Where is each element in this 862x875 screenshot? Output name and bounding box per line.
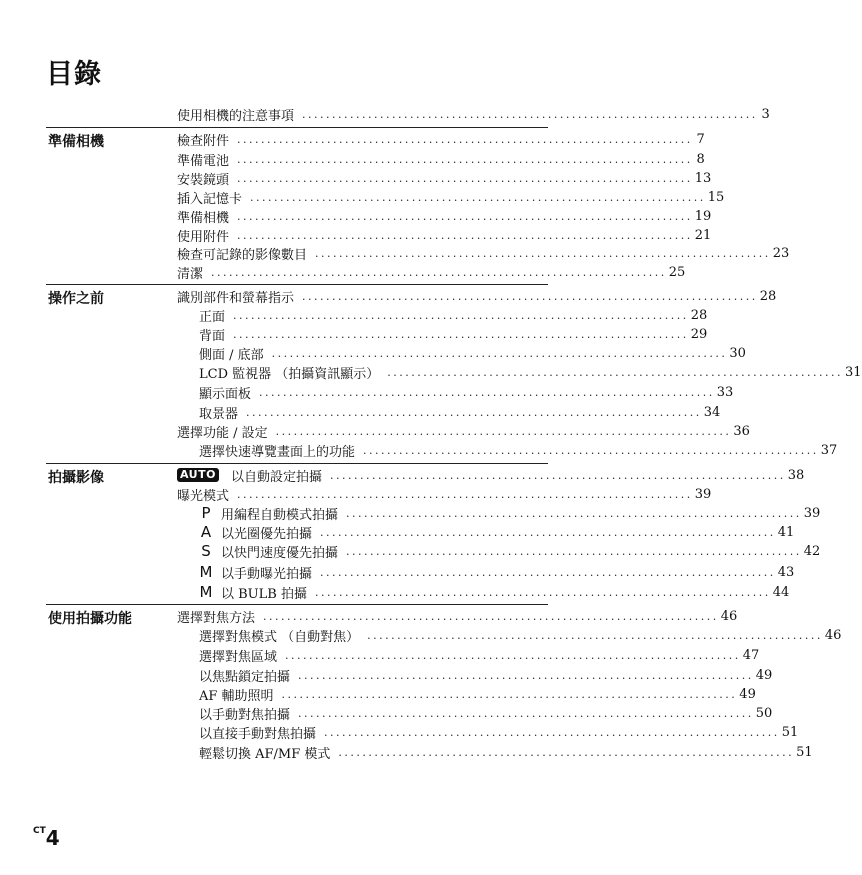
- toc-entry[interactable]: [177, 286, 777, 306]
- toc-entry[interactable]: [177, 225, 712, 245]
- toc-entry-label: [177, 466, 322, 485]
- toc-subentry[interactable]: [199, 541, 821, 561]
- toc-leader-dots: ............................................................................: [237, 228, 693, 242]
- toc-entry-label: 曝光模式: [177, 488, 230, 504]
- toc-leader-dots: ............................................................................: [367, 628, 823, 642]
- toc-page-number: 39: [694, 486, 712, 502]
- shutter-mode-icon: S: [201, 542, 211, 560]
- toc-page-number: 47: [742, 647, 760, 663]
- toc-page-number: 3: [761, 106, 770, 122]
- toc-subentry[interactable]: [199, 522, 795, 542]
- toc-leader-dots: ............................................................................: [237, 487, 693, 501]
- toc-entry-text: 以快門速度優先拍攝: [221, 545, 339, 561]
- toc-entry-label: AF 輔助照明: [199, 688, 274, 704]
- section-divider: [46, 284, 548, 285]
- toc-entry[interactable]: [177, 421, 750, 441]
- toc-page-number: 28: [690, 307, 708, 323]
- toc-entry-label: 側面 / 底部: [199, 347, 264, 363]
- toc-page-number: 38: [787, 467, 805, 483]
- toc-page-number: 19: [694, 208, 712, 224]
- toc-page-number: 44: [772, 584, 790, 600]
- toc-entry-label: 使用附件: [177, 229, 230, 245]
- toc-entry-label: 選擇對焦方法: [177, 610, 256, 626]
- toc-entry[interactable]: [177, 187, 725, 207]
- toc-subentry[interactable]: [199, 625, 842, 645]
- toc-page-number: 43: [777, 564, 795, 580]
- toc-page-number: 21: [694, 227, 712, 243]
- aperture-mode-icon: A: [200, 523, 212, 541]
- toc-leader-dots: ............................................................................: [314, 585, 771, 599]
- toc-entry-label: 檢查可記錄的影像數目: [177, 247, 308, 263]
- program-mode-icon: P: [201, 504, 211, 522]
- toc-subentry[interactable]: [199, 362, 862, 382]
- toc-subentry[interactable]: [199, 582, 790, 602]
- toc-leader-dots: ............................................................................: [237, 152, 693, 166]
- toc-page-number: 7: [696, 131, 705, 147]
- toc-leader-dots: ............................................................................: [324, 725, 780, 739]
- toc-subentry[interactable]: [199, 382, 734, 402]
- toc-page-number: 23: [772, 245, 790, 261]
- toc-page-number: 34: [703, 404, 721, 420]
- toc-subentry[interactable]: [199, 402, 721, 422]
- toc-entry-label: [199, 563, 312, 582]
- toc-page-number: 41: [777, 524, 795, 540]
- manual-mode-icon: M: [199, 563, 213, 581]
- toc-page-number: 15: [707, 189, 725, 205]
- toc-entry-label: 選擇對焦區域: [199, 649, 278, 665]
- toc-entry[interactable]: [177, 606, 738, 626]
- toc-leader-dots: ............................................................................: [237, 171, 693, 185]
- toc-subentry[interactable]: [199, 562, 795, 582]
- toc-entry-text: 以手動曝光拍攝: [221, 566, 313, 582]
- toc-entry-text: 用編程自動模式拍攝: [221, 507, 339, 523]
- toc-page-number: 49: [739, 686, 756, 702]
- toc-entry-label: 使用相機的注意事項: [177, 108, 295, 124]
- toc-subentry[interactable]: [199, 665, 773, 685]
- toc-entry[interactable]: [177, 206, 712, 226]
- toc-leader-dots: ............................................................................: [285, 648, 741, 662]
- toc-leader-dots: ............................................................................: [259, 385, 715, 399]
- section-divider: [46, 463, 548, 464]
- section-divider: [46, 604, 548, 605]
- toc-leader-dots: ............................................................................: [320, 525, 776, 539]
- toc-entry-label: 選擇對焦模式 （自動對焦）: [199, 629, 360, 645]
- toc-page-number: 13: [694, 170, 712, 186]
- toc-subentry[interactable]: [199, 343, 746, 363]
- toc-entry-label: 插入記憶卡: [177, 191, 243, 207]
- toc-entry-label: 以手動對焦拍攝: [199, 707, 291, 723]
- toc-entry-label: 檢查附件: [177, 133, 230, 149]
- toc-leader-dots: ............................................................................: [246, 405, 702, 419]
- toc-page-number: 28: [759, 288, 777, 304]
- toc-leader-dots: ............................................................................: [298, 706, 754, 720]
- toc-entry[interactable]: [177, 129, 705, 149]
- toc-page-number: 39: [803, 505, 821, 521]
- toc-leader-dots: ............................................................................: [298, 668, 754, 682]
- toc-leader-dots: ............................................................................: [387, 365, 844, 379]
- toc-page-number: 37: [820, 442, 838, 458]
- toc-entry-label: 取景器: [199, 406, 239, 422]
- toc-page-number: 46: [824, 627, 842, 643]
- toc-leader-dots: ............................................................................: [233, 327, 689, 341]
- toc-entry[interactable]: [177, 465, 805, 485]
- toc-entry[interactable]: [177, 484, 712, 504]
- toc-page-number: 8: [696, 151, 705, 167]
- toc-page-number: 50: [755, 705, 773, 721]
- toc-leader-dots: ............................................................................: [338, 745, 795, 759]
- toc-entry[interactable]: [177, 168, 712, 188]
- toc-leader-dots: ............................................................................: [363, 443, 819, 457]
- toc-leader-dots: ............................................................................: [302, 107, 758, 121]
- manual-mode-icon: M: [199, 583, 213, 601]
- toc-leader-dots: ............................................................................: [315, 246, 771, 260]
- toc-entry-label: LCD 監視器 （拍攝資訊顯示）: [199, 366, 380, 382]
- toc-leader-dots: ............................................................................: [250, 190, 706, 204]
- toc-subentry[interactable]: [199, 645, 760, 665]
- toc-entry-label: 顯示面板: [199, 386, 252, 402]
- toc-subentry[interactable]: [199, 684, 756, 704]
- toc-leader-dots: ............................................................................: [302, 289, 758, 303]
- toc-entry-label: 識別部件和螢幕指示: [177, 290, 295, 306]
- toc-leader-dots: ............................................................................: [320, 565, 776, 579]
- toc-page-number: 36: [733, 423, 750, 439]
- toc-entry-text: 以自動設定拍攝: [230, 469, 322, 485]
- toc-page-number: 31: [845, 364, 862, 380]
- toc-entry-label: 準備電池: [177, 153, 230, 169]
- toc-entry-label: 安裝鏡頭: [177, 172, 230, 188]
- toc-entry-label: [199, 583, 307, 602]
- toc-subentry[interactable]: [199, 305, 708, 325]
- toc-page-number: 51: [796, 744, 813, 760]
- toc-page-number: 33: [716, 384, 734, 400]
- toc-leader-dots: ............................................................................: [346, 544, 802, 558]
- toc-entry-text: 以 BULB 拍攝: [221, 586, 307, 602]
- toc-entry-label: [199, 542, 338, 561]
- toc-leader-dots: ............................................................................: [271, 346, 728, 360]
- toc-page-number: 25: [668, 264, 686, 280]
- toc-entry-text: 以光圈優先拍攝: [221, 526, 313, 542]
- section-divider: [46, 127, 548, 128]
- language-code: CT: [33, 826, 46, 836]
- toc-entry-label: 以直接手動對焦拍攝: [199, 726, 317, 742]
- auto-mode-icon: AUTO: [177, 468, 219, 482]
- toc-leader-dots: ............................................................................: [237, 132, 693, 146]
- toc-page-number: 30: [729, 345, 746, 361]
- toc-entry[interactable]: [177, 243, 790, 263]
- page-number: 4: [45, 826, 60, 850]
- toc-entry-label: 選擇功能 / 設定: [177, 425, 268, 441]
- toc-entry[interactable]: [177, 104, 770, 124]
- section-heading: 使用拍攝功能: [48, 611, 132, 627]
- toc-page-number: 51: [781, 724, 799, 740]
- toc-leader-dots: ............................................................................: [263, 609, 719, 623]
- section-heading: 準備相機: [48, 134, 104, 150]
- toc-subentry[interactable]: [199, 503, 821, 523]
- toc-leader-dots: ............................................................................: [211, 265, 667, 279]
- toc-entry-label: 輕鬆切換 AF/MF 模式: [199, 746, 331, 762]
- toc-leader-dots: ............................................................................: [346, 506, 802, 520]
- toc-leader-dots: ............................................................................: [275, 424, 732, 438]
- toc-leader-dots: ............................................................................: [237, 209, 693, 223]
- toc-page-number: 49: [755, 667, 773, 683]
- toc-page-number: 46: [720, 608, 738, 624]
- toc-subentry[interactable]: [199, 742, 813, 762]
- toc-entry[interactable]: [177, 149, 705, 169]
- toc-subentry[interactable]: [199, 440, 838, 460]
- toc-leader-dots: ............................................................................: [233, 308, 689, 322]
- toc-entry-label: [199, 504, 338, 523]
- toc-entry[interactable]: [177, 262, 686, 282]
- toc-subentry[interactable]: [199, 703, 773, 723]
- toc-subentry[interactable]: [199, 324, 708, 344]
- toc-leader-dots: ............................................................................: [329, 468, 786, 482]
- section-heading: 操作之前: [48, 291, 104, 307]
- toc-leader-dots: ............................................................................: [281, 687, 738, 701]
- toc-entry-label: 正面: [199, 309, 226, 325]
- toc-entry-label: [199, 523, 312, 542]
- page-title: 目錄: [46, 59, 102, 90]
- toc-page-number: 29: [690, 326, 708, 342]
- toc-subentry[interactable]: [199, 722, 799, 742]
- toc-entry-label: 以焦點鎖定拍攝: [199, 669, 291, 685]
- toc-entry-label: 準備相機: [177, 210, 230, 226]
- toc-entry-label: 清潔: [177, 266, 204, 282]
- toc-entry-label: 選擇快速導覽畫面上的功能: [199, 444, 356, 460]
- toc-entry-label: 背面: [199, 328, 226, 344]
- toc-page-number: 42: [803, 543, 821, 559]
- page-number-footer: [33, 826, 60, 850]
- section-heading: 拍攝影像: [48, 470, 104, 486]
